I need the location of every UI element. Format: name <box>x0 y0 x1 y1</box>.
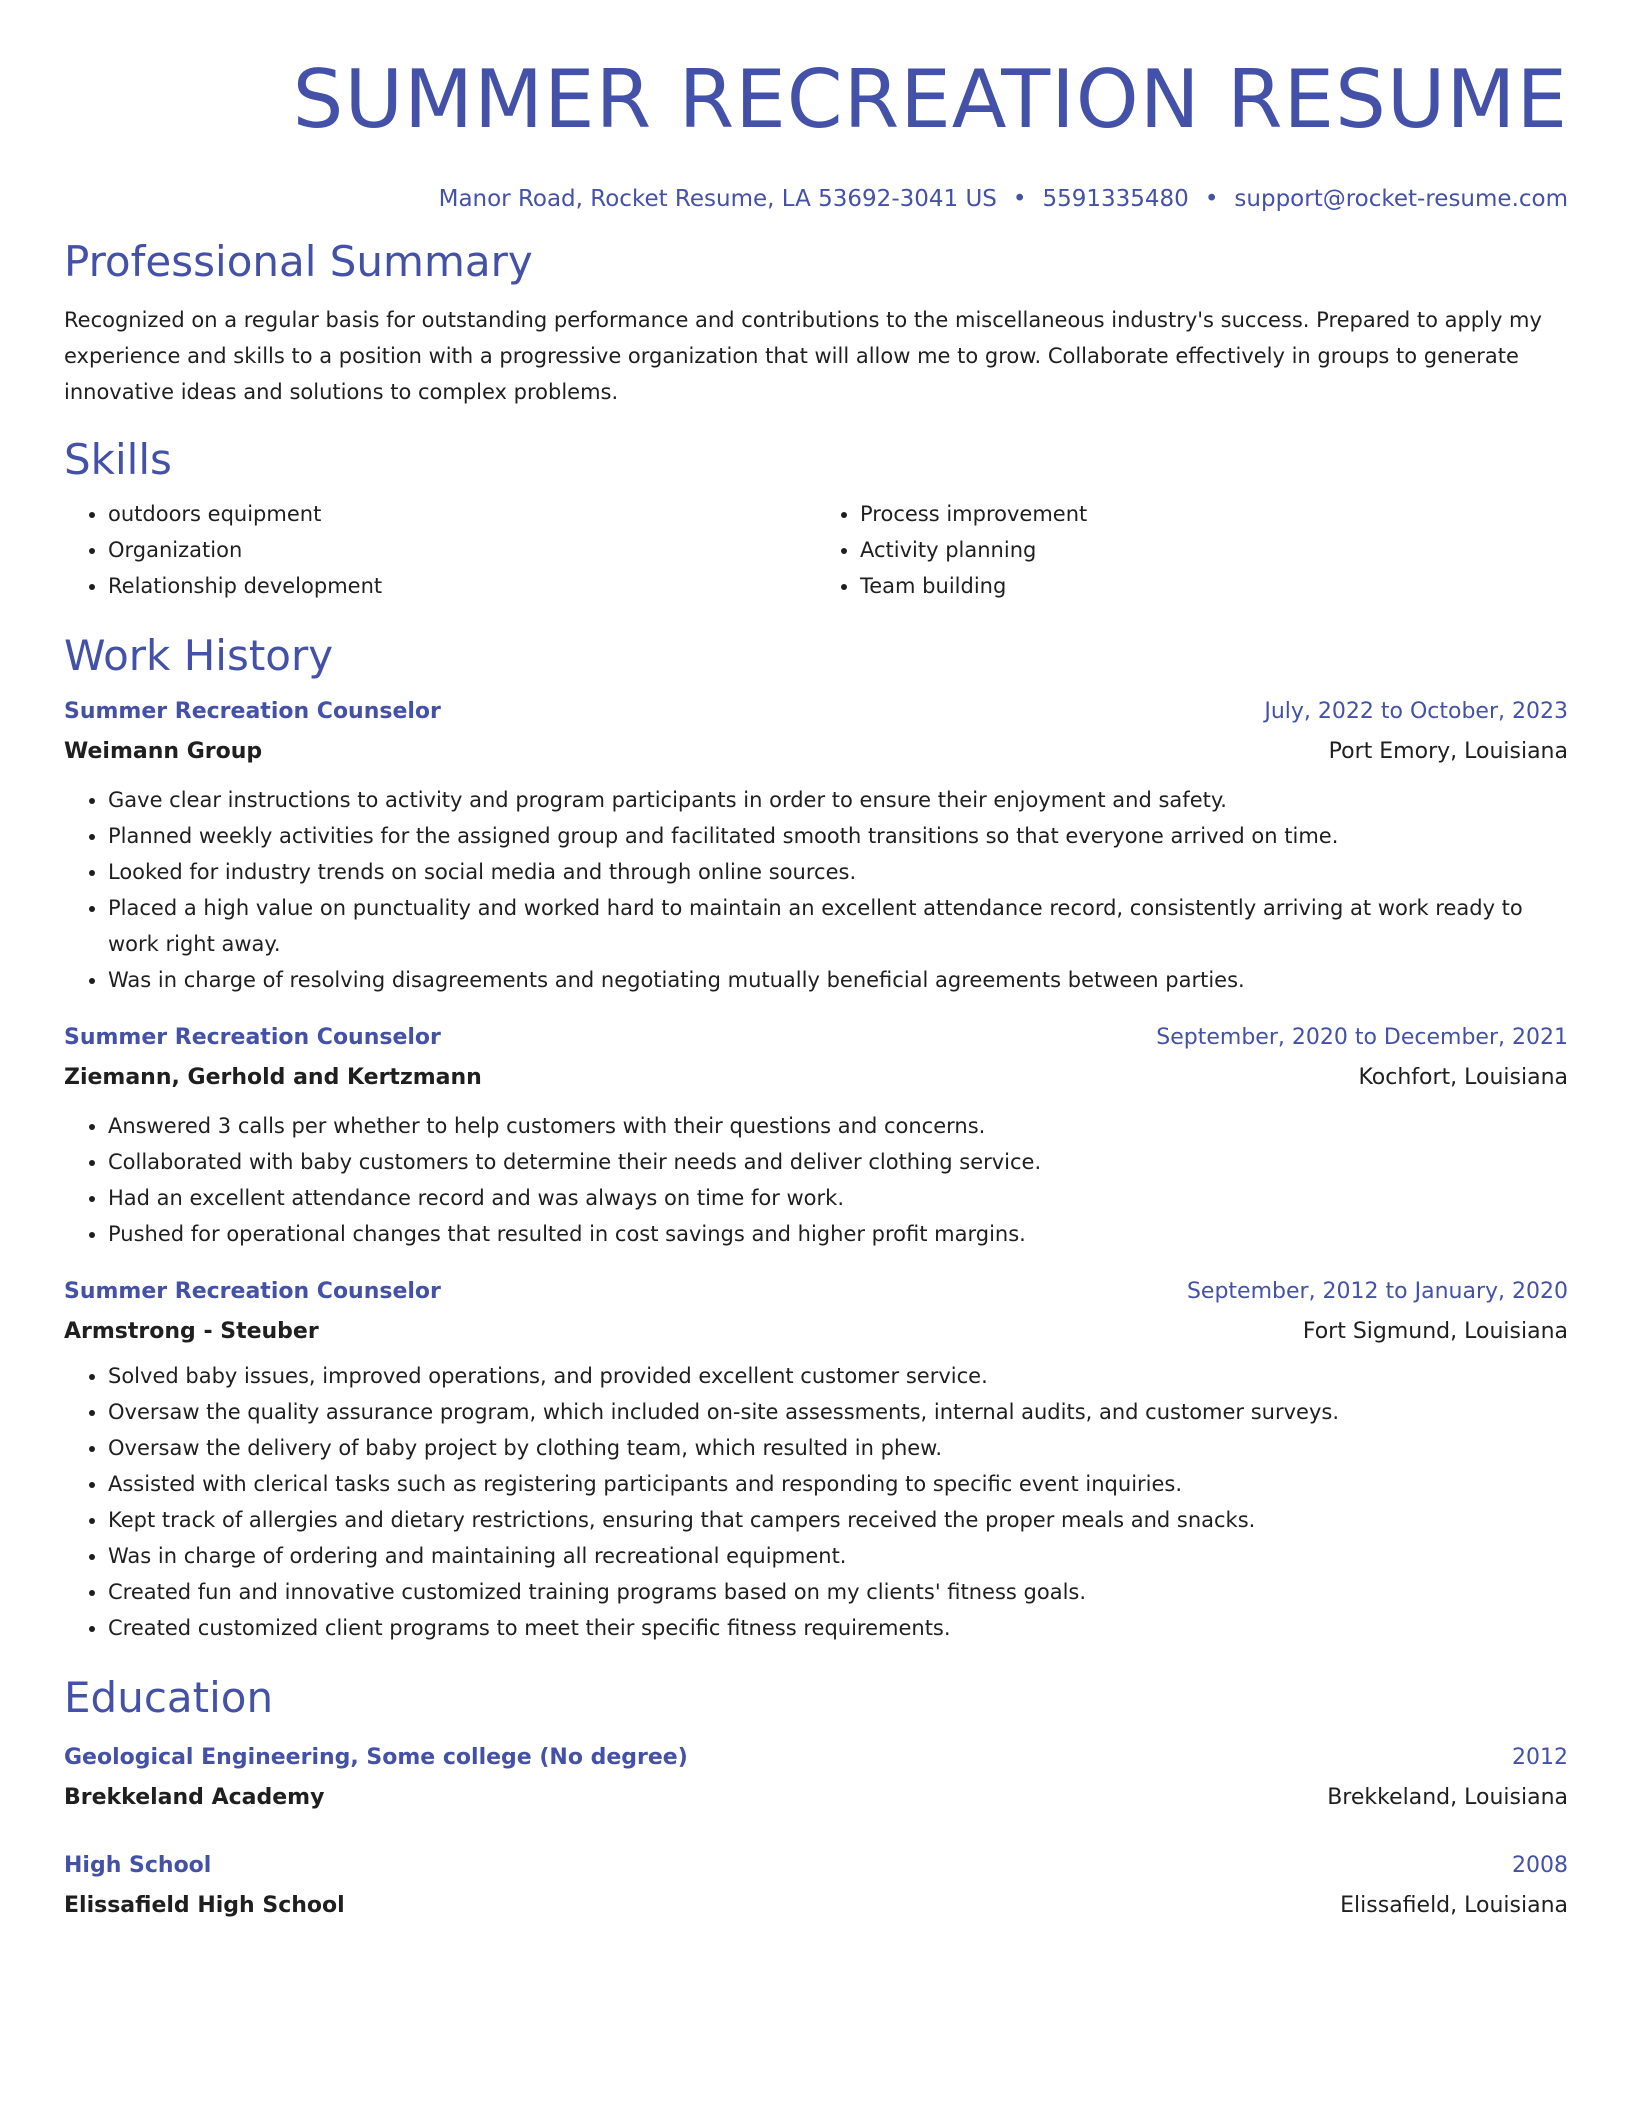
job-location: Fort Sigmund, Louisiana <box>1302 1319 1568 1344</box>
section-heading-education: Education <box>64 1673 274 1722</box>
job-bullet: • Pushed for operational changes that resulted in cost savings and higher profit margins. <box>108 1216 1568 1252</box>
contact-email: support@rocket-resume.com <box>1234 186 1568 212</box>
job-bullet: • Planned weekly activities for the assigned group and facilitated smooth transitions so that everyone arrived on time. <box>108 818 1568 854</box>
job-bullet: • Gave clear instructions to activity and program participants in order to ensure their enjoyment and safety. <box>108 782 1568 818</box>
education-location: Elissafield, Louisiana <box>1340 1893 1568 1918</box>
skill-item: • Team building <box>860 568 1568 604</box>
education-entry <box>64 1738 1568 1818</box>
resume-title: SUMMER RECREATION RESUME <box>292 53 1568 146</box>
education-degree: Geological Engineering, Some college (No degree) <box>64 1745 688 1770</box>
job-title: Summer Recreation Counselor <box>64 1279 441 1304</box>
job-bullets <box>64 782 1568 998</box>
job-dates: September, 2020 to December, 2021 <box>1156 1025 1568 1050</box>
skill-item: • Process improvement <box>860 496 1568 532</box>
job-dates: July, 2022 to October, 2023 <box>1264 699 1568 724</box>
job-bullet: • Solved baby issues, improved operations, and provided excellent customer service. <box>108 1358 1568 1394</box>
skill-item: • Activity planning <box>860 532 1568 568</box>
job-entry <box>64 692 1568 998</box>
job-title: Summer Recreation Counselor <box>64 1025 441 1050</box>
job-bullet: • Assisted with clerical tasks such as registering participants and responding to specific event inquiries. <box>108 1466 1568 1502</box>
skill-item: • Organization <box>108 532 816 568</box>
job-bullet: • Placed a high value on punctuality and worked hard to maintain an excellent attendance record, consistently arriving at work ready to work right away. <box>108 890 1568 962</box>
education-degree: High School <box>64 1853 212 1878</box>
education-school: Brekkeland Academy <box>64 1785 325 1810</box>
job-bullet: • Had an excellent attendance record and was always on time for work. <box>108 1180 1568 1216</box>
section-heading-skills: Skills <box>64 435 172 484</box>
job-bullet: • Oversaw the quality assurance program, which included on-site assessments, internal audits, and customer surveys. <box>108 1394 1568 1430</box>
contact-phone: 5591335480 <box>1042 186 1189 212</box>
job-company: Armstrong - Steuber <box>64 1319 319 1344</box>
job-title: Summer Recreation Counselor <box>64 699 441 724</box>
job-bullet: • Answered 3 calls per whether to help customers with their questions and concerns. <box>108 1108 1568 1144</box>
skills-list <box>64 496 1568 604</box>
education-school: Elissafield High School <box>64 1893 345 1918</box>
education-year: 2012 <box>1512 1745 1568 1770</box>
job-bullet: • Kept track of allergies and dietary restrictions, ensuring that campers received the proper meals and snacks. <box>108 1502 1568 1538</box>
contact-separator: • <box>1012 186 1027 212</box>
job-bullets <box>64 1108 1568 1252</box>
job-bullet: • Looked for industry trends on social media and through online sources. <box>108 854 1568 890</box>
job-location: Kochfort, Louisiana <box>1358 1065 1568 1090</box>
job-bullet: • Oversaw the delivery of baby project by clothing team, which resulted in phew. <box>108 1430 1568 1466</box>
job-bullets <box>64 1358 1568 1646</box>
skills-column-right <box>816 496 1568 604</box>
job-entry <box>64 1272 1568 1646</box>
job-bullet: • Was in charge of resolving disagreements and negotiating mutually beneficial agreements between parties. <box>108 962 1568 998</box>
skill-item: • outdoors equipment <box>108 496 816 532</box>
job-bullet: • Created fun and innovative customized training programs based on my clients' fitness goals. <box>108 1574 1568 1610</box>
job-dates: September, 2012 to January, 2020 <box>1186 1279 1568 1304</box>
skills-column-left <box>64 496 816 604</box>
contact-line <box>64 184 1568 214</box>
job-bullet: • Created customized client programs to meet their specific fitness requirements. <box>108 1610 1568 1646</box>
job-company: Ziemann, Gerhold and Kertzmann <box>64 1065 482 1090</box>
summary-text: Recognized on a regular basis for outstanding performance and contributions to the miscellaneous industry's success. Prepared to apply my experience and skills to a position with a progressive organization that will allow me to grow. Collaborate effectively in groups to generate innovative ideas and solutions to complex problems. <box>64 308 1542 404</box>
education-entry <box>64 1846 1568 1926</box>
job-company: Weimann Group <box>64 739 263 764</box>
job-entry <box>64 1018 1568 1252</box>
education-location: Brekkeland, Louisiana <box>1327 1785 1568 1810</box>
job-bullet: • Collaborated with baby customers to determine their needs and deliver clothing service. <box>108 1144 1568 1180</box>
skill-item: • Relationship development <box>108 568 816 604</box>
education-year: 2008 <box>1512 1853 1568 1878</box>
contact-separator: • <box>1204 186 1219 212</box>
section-heading-summary: Professional Summary <box>64 237 533 286</box>
contact-address: Manor Road, Rocket Resume, LA 53692-3041 US <box>438 186 997 212</box>
section-heading-work: Work History <box>64 631 334 680</box>
job-location: Port Emory, Louisiana <box>1328 739 1568 764</box>
job-bullet: • Was in charge of ordering and maintaining all recreational equipment. <box>108 1538 1568 1574</box>
